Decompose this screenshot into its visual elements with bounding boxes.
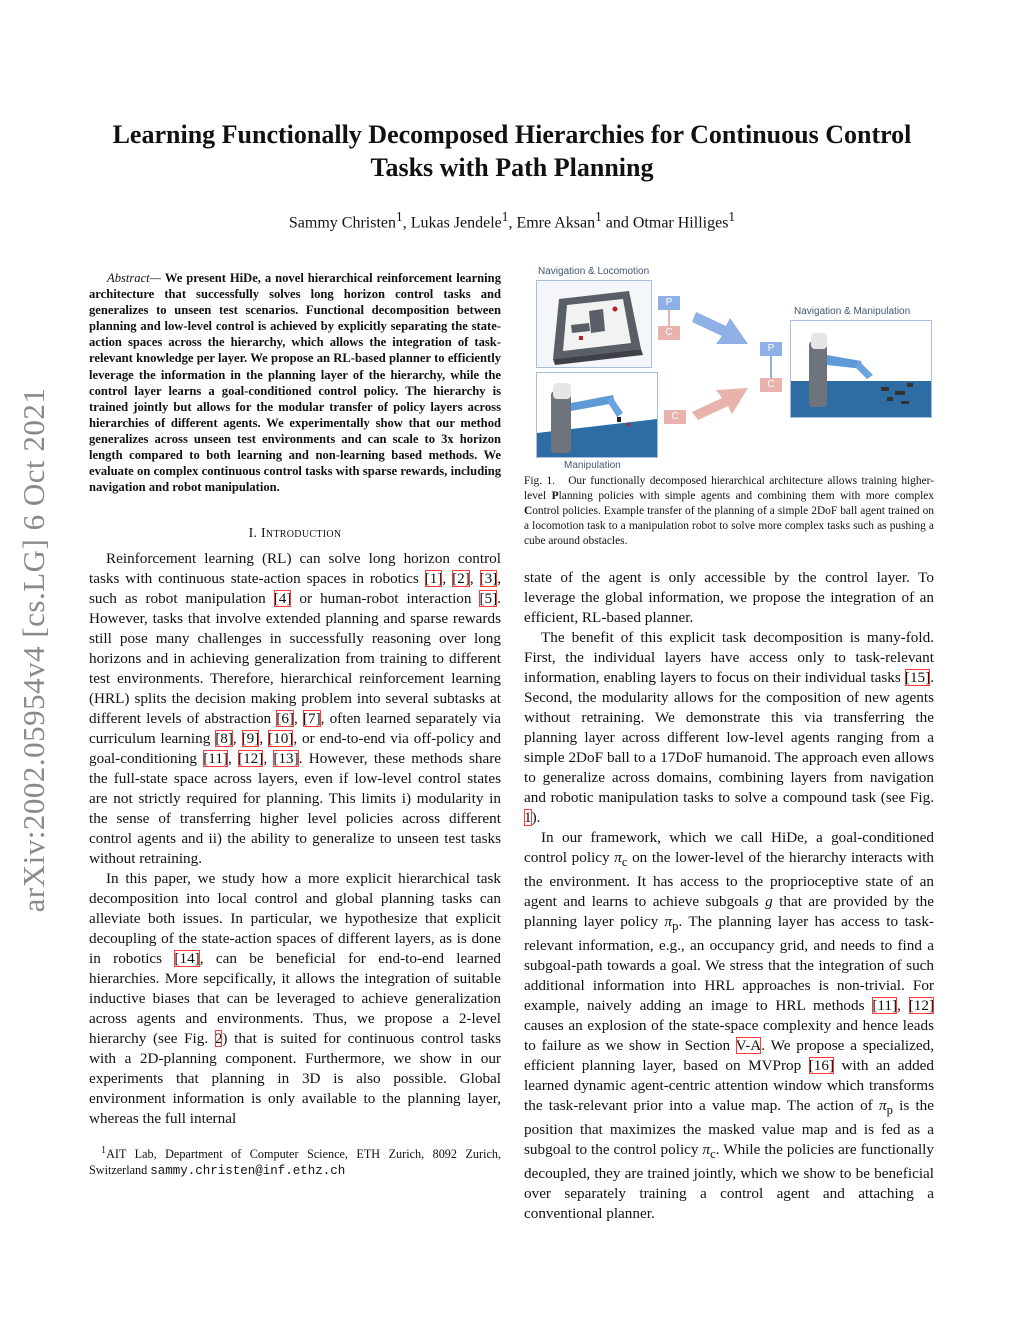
citation-link[interactable]: [12] bbox=[238, 750, 264, 768]
math-symbol: $\pi_c$ bbox=[702, 1141, 716, 1162]
citation-link[interactable]: [11] bbox=[203, 750, 228, 768]
caption-emphasis: C bbox=[524, 505, 533, 517]
text-run: , bbox=[442, 570, 453, 588]
text-run: . Second, the modularity allows for the composition of new agents without retraining. We demonstrate this via transferring the planning layer across different low-level agents ranging from a simple 2DoF ball to a 17DoF humanoid. The approach even allows to generalize across domains, combining layers from navigation and robotic manipulation tasks to solve a compound task (see Fig. bbox=[524, 669, 934, 806]
citation-link[interactable]: [5] bbox=[479, 590, 498, 608]
text-run: causes an explosion of the state-space complexity and hence leads to failure as we show in Section bbox=[524, 1017, 934, 1055]
paragraph bbox=[524, 828, 934, 1224]
author-separator: and bbox=[601, 214, 633, 232]
author-name: Otmar Hilliges bbox=[632, 214, 729, 232]
text-run: is the position that maximizes the masked value map and is fed as a subgoal to the control policy bbox=[524, 1097, 935, 1159]
text-run: that are provided by the planning layer policy bbox=[524, 893, 935, 931]
citation-link[interactable]: [3] bbox=[479, 570, 498, 588]
citation-link[interactable]: [7] bbox=[302, 710, 321, 728]
text-run: , can be beneficial for end-to-end learned hierarchies. More sepcifically, it allows the integration of suitable inductive biases that can be leveraged to achieve generalization across agents and environments. Thus, we propose a 2-level hierarchy (see Fig. bbox=[89, 950, 501, 1048]
paragraph bbox=[524, 628, 934, 828]
locomotion-scene-frame bbox=[536, 280, 652, 368]
text-run: , or end-to-end via off-policy and goal-conditioning bbox=[89, 730, 502, 768]
author-affiliation-mark: 1 bbox=[396, 209, 403, 224]
figure-label-navigation-manipulation: Navigation & Manipulation bbox=[794, 306, 911, 317]
math-symbol: g bbox=[765, 893, 773, 911]
math-symbol: $\pi_c$ bbox=[614, 849, 628, 870]
introduction-left-text bbox=[89, 549, 501, 1129]
citation-link[interactable]: [15] bbox=[904, 669, 931, 686]
planning-transfer-arrow bbox=[692, 304, 752, 354]
citation-link[interactable]: [16] bbox=[808, 1057, 835, 1075]
combined-scene-frame bbox=[790, 320, 932, 418]
figure-1-caption bbox=[524, 474, 934, 549]
paragraph bbox=[89, 549, 501, 869]
citation-link[interactable]: [9] bbox=[241, 730, 260, 748]
section-title: Introduction bbox=[260, 525, 342, 541]
author-name: Lukas Jendele bbox=[410, 214, 502, 232]
caption-emphasis: P bbox=[551, 490, 559, 502]
paper-title bbox=[60, 118, 964, 184]
citation-link[interactable]: [14] bbox=[174, 950, 200, 968]
author-affiliation-mark: 1 bbox=[728, 209, 736, 224]
section-number: I. bbox=[248, 525, 258, 541]
text-run: , bbox=[469, 570, 480, 588]
text-run: or human-robot interaction bbox=[291, 590, 480, 608]
citation-link[interactable]: [8] bbox=[215, 730, 233, 748]
title-line-2: Tasks with Path Planning bbox=[370, 153, 654, 182]
caption-label: Fig. 1. bbox=[524, 475, 555, 487]
figure-1 bbox=[524, 262, 934, 474]
footnote bbox=[89, 1143, 501, 1179]
control-box-manipulation: C bbox=[664, 410, 686, 424]
text-run: Reinforcement learning (RL) can solve long horizon control tasks with continuous state-action spaces in robotics bbox=[89, 550, 501, 588]
p-to-c-connector-combined bbox=[770, 356, 772, 378]
math-symbol: $\pi_p$ bbox=[878, 1097, 893, 1118]
text-run: state of the agent is only accessible by the control layer. To leverage the global information, we propose the integration of an efficient, RL-based planner. bbox=[524, 569, 934, 626]
planning-box-locomotion: P bbox=[658, 296, 680, 310]
text-run: with an added learned dynamic agent-centric attention window which transforms the task-relevant prior into a value map. The action of bbox=[524, 1057, 934, 1115]
title-line-1: Learning Functionally Decomposed Hierarchies for Continuous Control bbox=[112, 120, 912, 149]
text-run: , bbox=[897, 997, 909, 1015]
text-run: , bbox=[232, 730, 242, 748]
abstract-label: Abstract— bbox=[107, 271, 165, 285]
text-run: , bbox=[263, 750, 274, 768]
text-run: , often learned separately via curriculum learning bbox=[89, 710, 501, 748]
citation-link[interactable]: [12] bbox=[908, 997, 935, 1015]
caption-text: lanning policies with simple agents and combining them with more complex bbox=[558, 490, 935, 502]
caption-text: Our functionally decomposed hierarchical architecture allows training higher-level bbox=[524, 475, 934, 502]
text-run: In this paper, we study how a more explicit hierarchical task decomposition into local control and global planning tasks can alleviate both issues. In particular, we hypothesize that explicit decoupling of the state-action spaces of different layers, as is done in robotics bbox=[89, 870, 501, 968]
author-affiliation-mark: 1 bbox=[501, 209, 509, 224]
author-list bbox=[60, 209, 964, 232]
citation-link[interactable]: [6] bbox=[276, 710, 294, 728]
figure-label-navigation-locomotion: Navigation & Locomotion bbox=[538, 266, 650, 277]
author-affiliation-mark: 1 bbox=[595, 209, 602, 224]
citation-link[interactable]: [1] bbox=[424, 570, 443, 588]
citation-link[interactable]: [2] bbox=[452, 570, 470, 588]
robot-arm-scene-image bbox=[537, 373, 657, 457]
text-run: . However, tasks that involve extended planning and sparse rewards still pose many challenges in successfully reasoning over long horizons and in achieving generalization from training to different test environments. Therefore, hierarchical reinforcement learning (HRL) splits the decision making problem into several subtasks at different levels of abstraction bbox=[89, 590, 501, 728]
text-run: ) that is suited for continuous control tasks with a 2D-planning component. Furthermore, we show in our experiments that planning in 3D is also possible. Global environment information is only available to the planning layer, whereas the full internal bbox=[89, 1030, 501, 1128]
text-run: on the lower-level of the hierarchy interacts with the environment. It has access to the proprioceptive state of an agent and learns to achieve subgoals bbox=[524, 849, 935, 911]
text-run: , bbox=[293, 710, 303, 728]
text-run: , such as robot manipulation bbox=[89, 570, 502, 608]
abstract-text: We present HiDe, a novel hierarchical reinforcement learning architecture that successfully solves long horizon control tasks and generalizes to unseen test scenarios. Functional decomposition between planning and low-level control is achieved by explicitly separating the state-action spaces across the hierarchy, which allows the integration of task-relevant knowledge per layer. We propose an RL-based planner to efficiently leverage the information in the planning layer of the hierarchy, while the control layer learns a goal-conditioned control policy. The hierarchy is trained jointly but allows for the modular transfer of policy layers across hierarchies of different agents. We experimentally show that our method generalizes across unseen test environments and can scale to 3x horizon length compared to both learning and non-learning based methods. We evaluate on complex continuous control tasks with sparse rewards, including navigation and robot manipulation. bbox=[89, 271, 501, 495]
introduction-right-text bbox=[524, 568, 934, 1224]
author-name: Emre Aksan bbox=[516, 214, 596, 232]
text-run: . While the policies are functionally decoupled, they are trained jointly, which we show to be beneficial over separately training a control agent and attaching a conventional planner. bbox=[524, 1141, 934, 1223]
section-heading bbox=[89, 523, 501, 543]
abstract bbox=[89, 270, 501, 495]
maze-scene-image bbox=[537, 281, 651, 367]
citation-link[interactable]: 2 bbox=[214, 1030, 223, 1048]
robot-maze-scene-image bbox=[791, 321, 931, 417]
figure-label-manipulation: Manipulation bbox=[564, 460, 621, 471]
author-separator: , bbox=[508, 214, 517, 232]
text-run: . However, these methods share the full-state space across layers, even if low-level control states are not strictly required for planning. This limits i) modularity in the sense of transferring higher level policies across different control agents and ii) the ability to generalize to unseen test tasks without retraining. bbox=[89, 750, 502, 868]
footnote-text: AIT Lab, Department of Computer Science, ETH Zurich, 8092 Zurich, Switzerland bbox=[89, 1147, 501, 1178]
citation-link[interactable]: [4] bbox=[273, 590, 292, 608]
text-run: . The planning layer has access to task-relevant information, e.g., an occupancy grid, and needs to find a subgoal-path towards a goal. We stress that the integration of such additional information into HRL approaches is non-trivial. For example, naively adding an image to HRL methods bbox=[524, 913, 934, 1015]
citation-link[interactable]: [10] bbox=[268, 730, 294, 748]
text-run: In our framework, which we call HiDe, a goal-conditioned control policy bbox=[524, 829, 934, 866]
control-transfer-arrow bbox=[692, 380, 752, 430]
text-run: , bbox=[259, 730, 269, 748]
paragraph bbox=[524, 568, 934, 628]
citation-link[interactable]: [13] bbox=[273, 750, 299, 768]
text-run: The benefit of this explicit task decomposition is many-fold. First, the individual layers have access only to task-relevant information, enabling layers to focus on their individual tasks bbox=[524, 629, 934, 686]
citation-link[interactable]: 1 bbox=[524, 809, 532, 826]
manipulation-scene-frame bbox=[536, 372, 658, 458]
planning-box-combined: P bbox=[760, 342, 782, 356]
control-box-combined: C bbox=[760, 378, 782, 392]
arxiv-identifier: arXiv:2002.05954v4 [cs.LG] 6 Oct 2021 bbox=[16, 387, 51, 913]
math-symbol: $\pi_p$ bbox=[664, 913, 679, 934]
caption-text: ontrol policies. Example transfer of the planning of a simple 2DoF ball agent trained on a locomotion task to a manipulation robot to solve more complex tasks such as pushing a cube around obstacles. bbox=[524, 505, 934, 547]
author-separator: , bbox=[402, 214, 411, 232]
left-column bbox=[89, 270, 501, 1179]
citation-link[interactable]: V-A bbox=[735, 1037, 762, 1055]
footnote-email[interactable]: sammy.christen@inf.ethz.ch bbox=[150, 1164, 346, 1179]
paragraph bbox=[89, 869, 501, 1129]
text-run: ). bbox=[531, 809, 541, 826]
control-box-locomotion: C bbox=[658, 326, 680, 340]
arxiv-sidebar bbox=[14, 370, 54, 930]
text-run: , bbox=[227, 750, 239, 768]
author-name: Sammy Christen bbox=[288, 214, 397, 232]
text-run: . We propose a specialized, efficient planning layer, based on MVProp bbox=[524, 1037, 935, 1075]
p-to-c-connector bbox=[668, 310, 670, 326]
footnote-mark: 1 bbox=[101, 1145, 107, 1157]
citation-link[interactable]: [11] bbox=[872, 997, 898, 1015]
